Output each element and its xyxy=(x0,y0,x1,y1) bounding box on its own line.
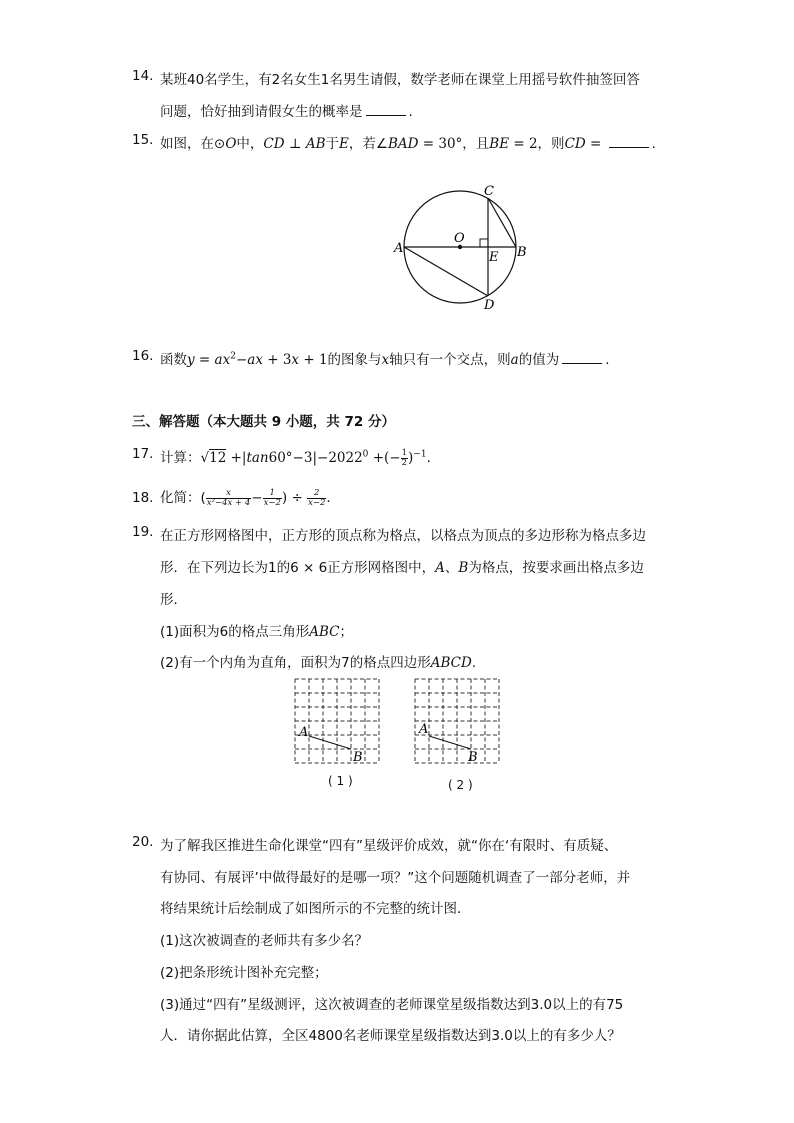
q17-frac-num: 1 xyxy=(401,447,408,458)
grid-2-segment-ab xyxy=(429,736,471,749)
q16-answer-blank xyxy=(562,351,602,364)
q16-t2: 的图象与 xyxy=(327,352,382,368)
q14-line2-text: 问题，恰好抽到请假女生的概率是 xyxy=(160,104,363,120)
q17-sup0: 0 xyxy=(362,449,369,460)
q19-number: 19. xyxy=(132,524,154,540)
label-b: B xyxy=(517,245,527,260)
q19-sub1-abc: ABC xyxy=(309,624,340,640)
q15-O: O xyxy=(225,136,237,152)
q18-fraction-2 xyxy=(263,489,282,508)
q19-sub2-text: (2)有一个内角为直角，面积为7的格点四边形 xyxy=(160,655,431,671)
q20-sub3: (3)通过“四有”星级测评，这次被调查的老师课堂星级指数达到3.0以上的有75 xyxy=(160,997,624,1013)
line-cb xyxy=(488,198,516,247)
q20-number: 20. xyxy=(132,834,154,850)
q14-answer-blank xyxy=(366,103,406,116)
q16-t4: 的值为 xyxy=(518,352,560,368)
line-ad xyxy=(404,247,488,296)
q19-sub1-end: ； xyxy=(339,624,353,640)
q18-f2-num: 1 xyxy=(263,489,282,499)
q17-text xyxy=(160,446,431,468)
q17-frac-den: 2 xyxy=(401,457,408,468)
q19-l2-t1: 形．在下列边长为1的6 × 6正方形网格图中， xyxy=(160,560,436,576)
q15-t4: ，若∠ xyxy=(348,136,388,152)
q20-line1: 为了解我区推进生命化课堂“四有”星级评价成效，就“你在‘有限时、有质疑、 xyxy=(160,838,618,854)
q20-line2: 有协同、有展评’中做得最好的是哪一项？”这个问题随机调查了一部分老师，并 xyxy=(160,870,631,886)
q18-f1-den: x²−4x + 4 xyxy=(206,497,251,508)
q19-A: A xyxy=(435,560,445,576)
q14-number: 14. xyxy=(132,68,154,84)
q15-answer-blank xyxy=(609,135,649,148)
q17-t1: 计算： xyxy=(160,450,201,466)
q16-x: x xyxy=(291,352,300,368)
q19-sub1 xyxy=(160,620,353,640)
q18-fraction-1 xyxy=(206,489,251,508)
q15-eq2: = 2，则 xyxy=(509,136,565,152)
q16-t1: 函数 xyxy=(160,352,187,368)
q16-ax2: ax xyxy=(247,352,263,368)
q19-sub2 xyxy=(160,651,476,671)
q19-sub2-abcd: ABCD xyxy=(430,655,472,671)
q19-grid-2 xyxy=(412,676,504,764)
q16-sup2: 2 xyxy=(230,351,236,362)
q16-end: . xyxy=(605,352,610,368)
q18-number: 18. xyxy=(132,490,154,506)
q19-l2-t2: 为格点，按要求画出格点多边 xyxy=(468,560,644,576)
q19-sub2-end: . xyxy=(471,655,477,671)
q19-grid-1 xyxy=(292,676,384,764)
q16-plus1: + 1 xyxy=(299,352,328,368)
q19-sep: 、 xyxy=(444,560,459,576)
q19-line2 xyxy=(160,556,644,576)
q15-CD: CD xyxy=(263,136,285,152)
grid-2-lines xyxy=(415,679,499,763)
q18-f3-den: x−2 xyxy=(308,497,326,508)
right-angle-mark xyxy=(480,239,488,247)
q15-perp: ⊥ xyxy=(284,136,306,152)
q19-caption-2: ( 2 ) xyxy=(448,778,473,792)
q17-t4: +(− xyxy=(368,450,401,466)
q19-sub1-text: (1)面积为6的格点三角形 xyxy=(160,624,310,640)
q15-AB: AB xyxy=(305,136,326,152)
q18-t2: ) ÷ xyxy=(281,490,308,506)
q19-line1: 在正方形网格图中，正方形的顶点称为格点，以格点为顶点的多边形称为格点多边 xyxy=(160,528,646,544)
q17-t3: 60°−3|−2022 xyxy=(268,450,363,466)
q16-plus3: + 3 xyxy=(262,352,292,368)
q18-end: . xyxy=(326,490,331,506)
q15-t2: 中， xyxy=(236,136,264,152)
q15-CD2: CD xyxy=(564,136,586,152)
q17-radicand: 12 xyxy=(209,450,227,466)
q14-line1: 某班40名学生，有2名女生1名男生请假，数学老师在课堂上用摇号软件抽签回答 xyxy=(160,72,640,88)
q18-fraction-3 xyxy=(307,489,326,508)
q16-eq: = xyxy=(194,352,215,368)
q16-t3: 轴只有一个交点，则 xyxy=(389,352,511,368)
q17-t2: +| xyxy=(226,450,247,466)
q19-B: B xyxy=(458,560,469,576)
grid-1-lines xyxy=(295,679,379,763)
q16-xaxis: x xyxy=(381,352,390,368)
grid-1-label-b: B xyxy=(353,750,363,764)
q15-eq: = xyxy=(585,136,606,152)
q15-circle-figure xyxy=(390,180,530,312)
q18-minus: − xyxy=(251,490,263,506)
q18-t1: 化简：( xyxy=(160,490,206,506)
q20-sub4: 人．请你据此估算，全区4800名老师课堂星级指数达到3.0以上的有多少人？ xyxy=(160,1028,621,1044)
q16-ax: ax xyxy=(214,352,231,368)
q15-BAD: BAD xyxy=(387,136,419,152)
q15-E: E xyxy=(339,136,349,152)
grid-2-label-a: A xyxy=(419,722,429,737)
section-3-heading: 三、解答题（本大题共 9 小题，共 72 分） xyxy=(132,414,395,430)
q15-end: . xyxy=(651,136,656,152)
q15-number: 15. xyxy=(132,132,154,148)
q18-f3-num: 2 xyxy=(307,489,326,499)
q15-eq30: = 30°，且 xyxy=(418,136,490,152)
q17-supm1: −1 xyxy=(413,449,427,460)
q17-sqrt-sign: √ xyxy=(200,450,210,466)
grid-1-segment-ab xyxy=(309,736,351,749)
q15-t1: 如图，在⊙ xyxy=(160,136,226,152)
q16-a: a xyxy=(510,352,519,368)
q18-text xyxy=(160,486,331,508)
q14-period: . xyxy=(408,104,413,120)
q16-minus: − xyxy=(235,352,248,368)
q16-number: 16. xyxy=(132,348,154,364)
q18-f2-den: x−2 xyxy=(263,497,281,508)
q17-tan: tan xyxy=(246,450,269,466)
q15-BE: BE xyxy=(489,136,510,152)
q20-line3: 将结果统计后绘制成了如图所示的不完整的统计图． xyxy=(160,901,471,917)
q15-text xyxy=(160,132,656,152)
q20-sub2: (2)把条形统计图补充完整； xyxy=(160,965,328,981)
q16-text xyxy=(160,348,610,368)
grid-2-label-b: B xyxy=(468,750,478,764)
grid-1-label-a: A xyxy=(299,725,309,740)
q19-caption-1: ( 1 ) xyxy=(328,774,353,788)
label-c: C xyxy=(484,184,494,199)
q17-t5: ) xyxy=(408,450,414,466)
q17-fraction xyxy=(401,449,408,468)
label-a: A xyxy=(394,241,404,256)
q16-y: y xyxy=(187,352,195,368)
q14-line2 xyxy=(160,100,413,120)
label-e: E xyxy=(489,250,499,265)
label-o: O xyxy=(454,231,465,246)
q19-line3: 形． xyxy=(160,592,187,608)
label-d: D xyxy=(484,298,495,312)
q15-t3: 于 xyxy=(325,136,339,152)
q17-end: . xyxy=(426,450,431,466)
q18-f1-num: x xyxy=(206,489,251,499)
q20-sub1: (1)这次被调查的老师共有多少名？ xyxy=(160,933,369,949)
q17-number: 17. xyxy=(132,446,154,462)
